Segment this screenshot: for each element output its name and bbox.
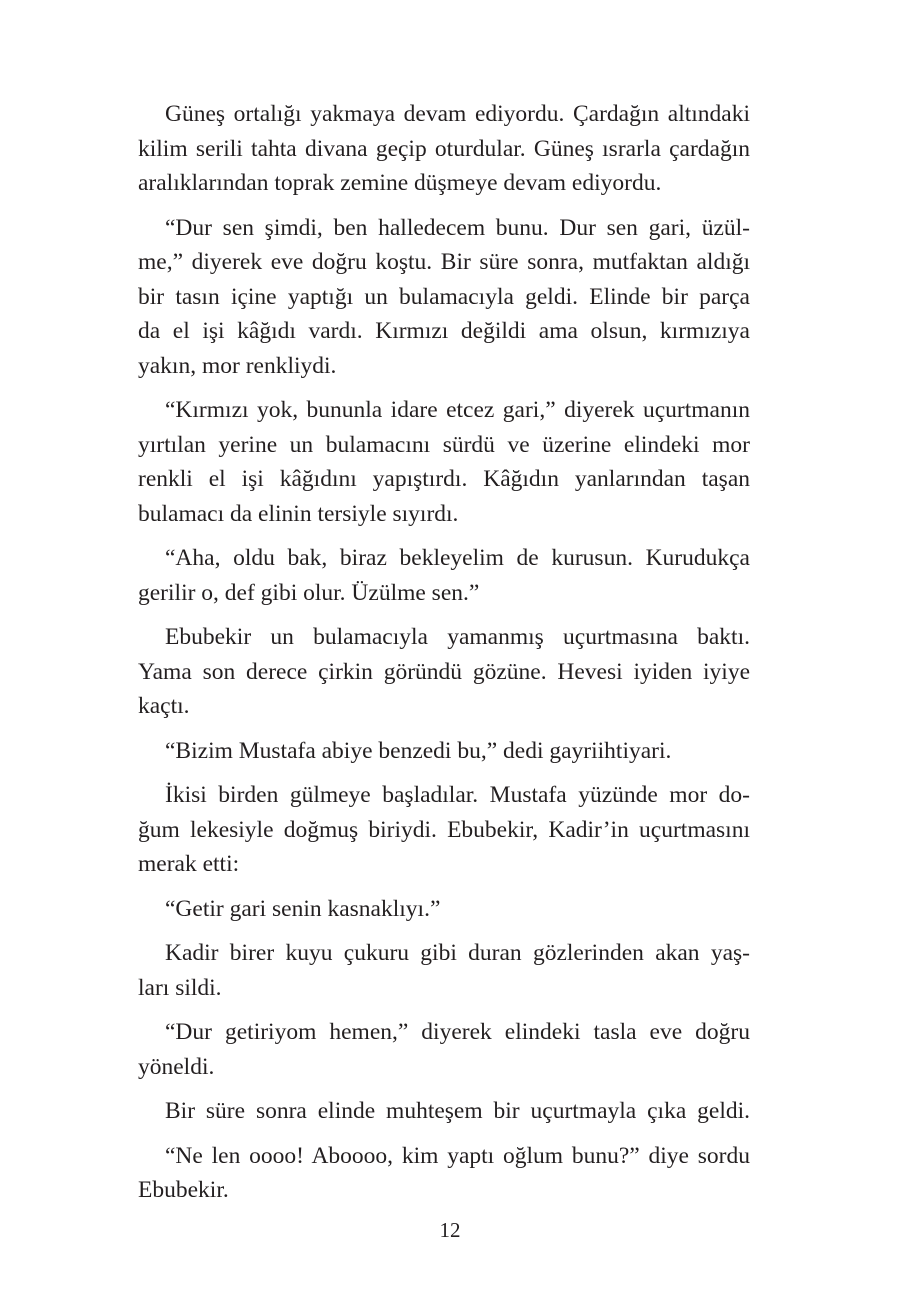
text-line: İkisi birden gülmeye başladılar. Mustafa yüzünde mor do- [165, 782, 750, 808]
text-line: Ebubekir. [138, 1177, 229, 1203]
text-line: “Kırmızı yok, bununla idare etcez gari,” diyerek uçurtmanın [165, 397, 750, 423]
text-line: yöneldi. [138, 1053, 215, 1080]
text-line: Güneş ortalığı yakmaya devam ediyordu. Çardağın altındaki [165, 101, 750, 127]
text-line: “Dur getiriyom hemen,” diyerek elindeki tasla eve doğru [165, 1019, 750, 1045]
text-line: aralıklarından toprak zemine düşmeye devam ediyordu. [138, 170, 662, 196]
text-line: “Bizim Mustafa abiye benzedi bu,” dedi gayriihtiyari. [165, 737, 672, 764]
paragraph-12 [138, 1139, 750, 1208]
text-line: kilim serili tahta divana geçip oturdular. Güneş ısrarla çardağın [138, 135, 750, 162]
text-line: yakın, mor renkliydi. [138, 352, 337, 379]
paragraph-7 [138, 778, 750, 882]
text-line: Yama son derece çirkin göründü gözüne. Hevesi iyiden iyiye [138, 658, 750, 685]
text-line: me,” diyerek eve doğru koştu. Bir süre sonra, mutfaktan aldığı [138, 249, 750, 275]
paragraph-9 [138, 936, 750, 1005]
text-line: kaçtı. [138, 693, 190, 719]
paragraph-6 [138, 734, 750, 769]
paragraph-3 [138, 393, 750, 531]
text-line: da el işi kâğıdı vardı. Kırmızı değildi ama olsun, kırmızıya [138, 318, 750, 344]
text-line: renkli el işi kâğıdını yapıştırdı. Kâğıdın yanlarından taşan [138, 466, 750, 492]
paragraph-4 [138, 541, 750, 610]
paragraph-5 [138, 620, 750, 724]
text-line: “Getir gari senin kasnaklıyı.” [165, 895, 441, 922]
page-number: 12 [439, 1218, 461, 1242]
book-page-body [138, 97, 750, 1218]
text-line: bir tasın içine yaptığı un bulamacıyla geldi. Elinde bir parça [138, 283, 750, 310]
text-line: Ebubekir un bulamacıyla yamanmış uçurtmasına baktı. [165, 624, 750, 650]
text-line: ları sildi. [138, 974, 222, 1001]
text-line: Kadir birer kuyu çukuru gibi duran gözlerinden akan yaş- [165, 940, 750, 966]
paragraph-10 [138, 1015, 750, 1084]
text-line: Bir süre sonra elinde muhteşem bir uçurtmayla çıka geldi. [165, 1098, 750, 1124]
text-line: “Ne len oooo! Aboooo, kim yaptı oğlum bunu?” diye sordu [165, 1142, 750, 1169]
paragraph-8 [138, 892, 750, 927]
text-line: “Dur sen şimdi, ben halledecem bunu. Dur sen gari, üzül- [165, 214, 750, 241]
text-line: yırtılan yerine un bulamacını sürdü ve üzerine elindeki mor [138, 431, 750, 458]
text-line: merak etti: [138, 851, 240, 877]
text-line: “Aha, oldu bak, biraz bekleyelim de kurusun. Kurudukça [165, 545, 750, 571]
paragraph-1 [138, 97, 750, 201]
paragraph-2 [138, 211, 750, 384]
paragraph-11 [138, 1094, 750, 1129]
text-line: gerilir o, def gibi olur. Üzülme sen.” [138, 579, 480, 606]
text-line: bulamacı da elinin tersiyle sıyırdı. [138, 500, 459, 527]
text-line: ğum lekesiyle doğmuş biriydi. Ebubekir, Kadir’in uçurtmasını [138, 816, 750, 843]
